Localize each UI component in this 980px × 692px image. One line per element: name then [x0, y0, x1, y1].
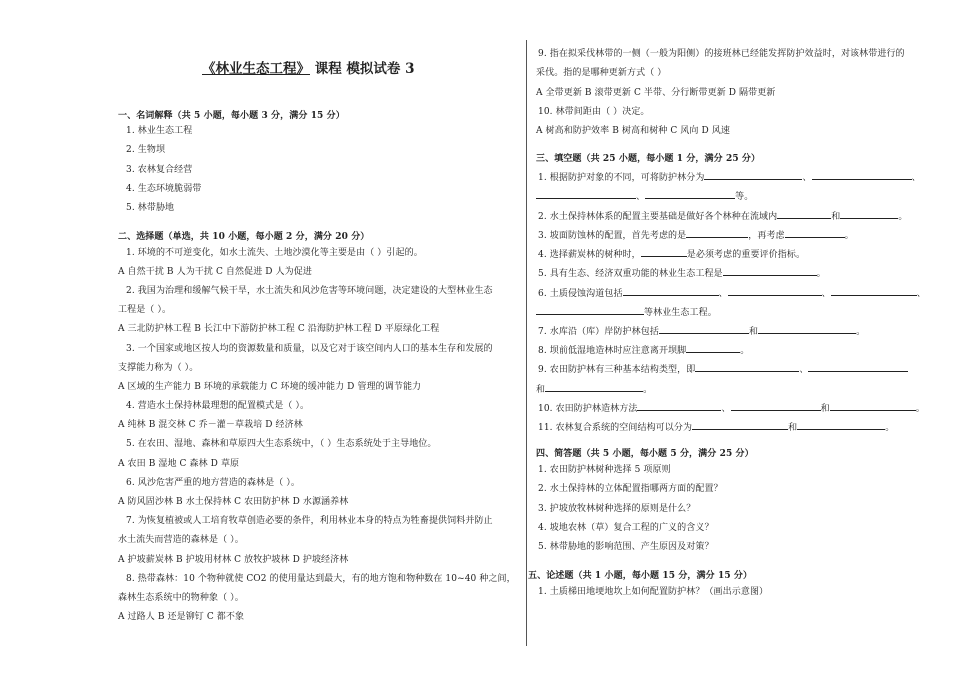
question-7-options: A 护坡薪炭林 B 护坡用材林 C 放牧护坡林 D 护坡经济林	[118, 555, 349, 565]
fill-5: 5. 具有生态、经济双重功能的林业生态工程是 。	[538, 266, 826, 280]
question-5-options: A 农田 B 湿地 C 森林 D 草原	[118, 459, 240, 469]
fill-blank[interactable]	[758, 324, 856, 334]
fill-blank[interactable]	[536, 189, 636, 199]
question-9-line-1: 9. 指在拟采伐林带的一侧（一般为阳侧）的接班林已经能发挥防护效益时，对该林带进行的	[538, 49, 905, 59]
question-3-options: A 区域的生产能力 B 环境的承载能力 C 环境的缓冲能力 D 管理的调节能力	[118, 382, 422, 392]
fill-blank[interactable]	[797, 420, 885, 430]
fill-blank[interactable]	[623, 286, 719, 296]
fill-blank[interactable]	[536, 305, 644, 315]
fill-blank[interactable]	[686, 228, 748, 238]
fill-blank[interactable]	[686, 343, 740, 353]
question-6: 6. 风沙危害严重的地方营造的森林是（ ）。	[126, 478, 301, 488]
fill-blank[interactable]	[637, 401, 721, 411]
question-8-options: A 过路人 B 还是铆钉 C 都不象	[118, 612, 245, 622]
question-9-line-2: 采伐。指的是哪种更新方式（ ）	[536, 68, 667, 78]
term-4: 4. 生态环境脆弱带	[126, 184, 202, 194]
question-9-options: A 全带更新 B 滚带更新 C 半带、分行断带更新 D 隔带更新	[536, 88, 776, 98]
essay-1: 1. 土质梯田地埂地坎上如何配置防护林？（画出示意图）	[538, 587, 769, 597]
fill-blank[interactable]	[704, 170, 802, 180]
fill-9-line-2: 和 。	[536, 382, 652, 396]
fill-4: 4. 选择薪炭林的树种时， 是必须考虑的重要评价指标。	[538, 247, 805, 261]
fill-blank[interactable]	[659, 324, 749, 334]
term-2: 2. 生物坝	[126, 145, 166, 155]
question-8-line-2: 森林生态系统中的物种象（ ）。	[118, 593, 244, 603]
fill-blank[interactable]	[723, 266, 817, 276]
fill-11: 11. 农林复合系统的空间结构可以分为 和 。	[538, 420, 894, 434]
fill-1-line-2: 、 等。	[536, 189, 753, 203]
fill-blank[interactable]	[840, 209, 898, 219]
fill-blank[interactable]	[645, 189, 735, 199]
fill-blank[interactable]	[545, 382, 643, 392]
fill-8: 8. 坝前低湿地造林时应注意离开坝脚 。	[538, 343, 749, 357]
question-4-options: A 纯林 B 混交林 C 乔－灌－草栽培 D 经济林	[118, 420, 303, 430]
question-2-line-1: 2. 我国为治理和缓解气候干旱，水土流失和风沙危害等环境问题，决定建设的大型林业生态	[126, 286, 493, 296]
fill-1-line-1: 1. 根据防护对象的不同，可将防护林分为 、 、	[538, 170, 921, 184]
term-3: 3. 农林复合经营	[126, 165, 193, 175]
question-3-line-1: 3. 一个国家或地区按人均的资源数量和质量，以及它对于该空间内人口的基本生存和发展的	[126, 344, 493, 354]
section-2-heading: 二、选择题（单选，共 10 小题，每小题 2 分，满分 20 分）	[118, 232, 370, 242]
question-2-options: A 三北防护林工程 B 长江中下游防护林工程 C 沿海防护林工程 D 平原绿化工程	[118, 324, 440, 334]
fill-blank[interactable]	[641, 247, 687, 257]
section-5-heading: 五、论述题（共 1 小题，每小题 15 分，满分 15 分）	[528, 571, 753, 581]
column-divider	[526, 40, 527, 646]
question-4: 4. 营造水土保持林最理想的配置模式是（ ）。	[126, 401, 310, 411]
fill-6-line-1: 6. 土质侵蚀沟道包括 、 、 、	[538, 286, 926, 300]
short-answer-5: 5. 林带胁地的影响范围、产生原因及对策？	[538, 542, 714, 552]
fill-blank[interactable]	[812, 170, 912, 180]
question-1: 1. 环境的不可逆变化，如水土流失、土地沙漠化等主要是由（ ）引起的。	[126, 248, 423, 258]
question-5: 5. 在农田、湿地、森林和草原四大生态系统中，（ ）生态系统处于主导地位。	[126, 439, 437, 449]
short-answer-2: 2. 水土保持林的立体配置指哪两方面的配置？	[538, 484, 723, 494]
short-answer-3: 3. 护坡放牧林树种选择的原则是什么？	[538, 504, 696, 514]
question-3-line-2: 支撑能力称为（ ）。	[118, 363, 199, 373]
fill-6-line-2: 等林业生态工程。	[536, 305, 717, 319]
term-1: 1. 林业生态工程	[126, 126, 193, 136]
question-8-line-1: 8. 热带森林：10 个物种就使 CO2 的使用量达到最大，有的地方饱和物种数在 10~40 种之间，	[126, 574, 516, 584]
fill-blank[interactable]	[731, 401, 821, 411]
fill-blank[interactable]	[808, 362, 908, 372]
fill-9-line-1: 9. 农田防护林有三种基本结构类型，即 、	[538, 362, 908, 376]
term-5: 5. 林带胁地	[126, 203, 175, 213]
question-10: 10. 林带间距由（ ）决定。	[538, 107, 650, 117]
fill-blank[interactable]	[692, 420, 788, 430]
question-2-line-2: 工程是（ ）。	[118, 305, 172, 315]
fill-blank[interactable]	[777, 209, 831, 219]
short-answer-4: 4. 坡地农林（草）复合工程的广义的含义？	[538, 523, 714, 533]
fill-blank[interactable]	[695, 362, 799, 372]
fill-3: 3. 坡面防蚀林的配置，首先考虑的是 ，再考虑 。	[538, 228, 854, 242]
question-1-options: A 自然干扰 B 人为干扰 C 自然促进 D 人为促进	[118, 267, 312, 277]
question-10-options: A 树高和防护效率 B 树高和树种 C 风向 D 风速	[536, 126, 730, 136]
section-4-heading: 四、简答题（共 5 小题，每小题 5 分，满分 25 分）	[536, 449, 754, 459]
section-1-heading: 一、名词解释（共 5 小题，每小题 3 分，满分 15 分）	[118, 111, 345, 121]
fill-blank[interactable]	[728, 286, 822, 296]
question-6-options: A 防风固沙林 B 水土保持林 C 农田防护林 D 水源涵养林	[118, 497, 349, 507]
fill-2: 2. 水土保持林体系的配置主要基础是做好各个林种在流域内 和 。	[538, 209, 907, 223]
fill-blank[interactable]	[830, 401, 916, 411]
section-3-heading: 三、填空题（共 25 小题，每小题 1 分，满分 25 分）	[536, 154, 761, 164]
page-title: 《林业生态工程》 课程 模拟试卷 3	[202, 61, 415, 77]
short-answer-1: 1. 农田防护林树种选择 5 项原则	[538, 465, 671, 475]
fill-10: 10. 农田防护林造林方法 、 和 。	[538, 401, 925, 415]
question-7-line-1: 7. 为恢复植被或人工培育牧草创造必要的条件，利用林业本身的特点为牲畜提供饲料并防止	[126, 516, 493, 526]
question-7-line-2: 水土流失而营造的森林是（ ）。	[118, 535, 244, 545]
fill-7: 7. 水库沿（库）岸防护林包括 和 。	[538, 324, 865, 338]
fill-blank[interactable]	[785, 228, 845, 238]
fill-blank[interactable]	[831, 286, 917, 296]
